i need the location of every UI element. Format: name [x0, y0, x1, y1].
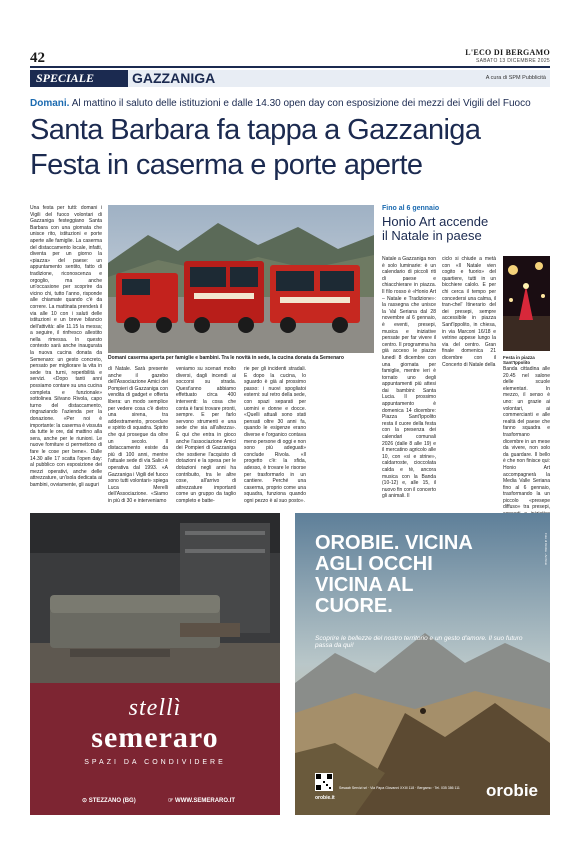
- brand-semeraro: semeraro: [91, 721, 219, 754]
- ad-subline: Scoprire le bellezze del nostro territorio e un gesto d'amore. Il suo futuro passa da qui!: [315, 635, 523, 649]
- article-column-3: [176, 366, 236, 504]
- sidebar-kicker: Fino al 6 gennaio: [382, 205, 440, 212]
- section-place-name: GAZZANIGA: [132, 70, 216, 86]
- article-column-2: [108, 366, 168, 504]
- sidebar-column-1-text: Natale a Gazzaniga non è solo luminarie: è un calendario di piccoli riti di paese e chiacchierare in piazza. Il filo rosso è «Honio Art – Natale e Tradizione»: la rassegna che unisce la Val Seriana dal 28 novembre al 6 gennaio, è eventi, presepi, musica e iniziative pensate per far vivere il centro. Il programma ha già acceso le piazze lunedì 8 dicembre con una giornata per famiglie, mentre ieri è tornato uno degli appuntamenti più attesi dai bambini: Santa Lucia. Il prossimo appuntamento è domenica 14 dicembre: Piazza Sant'Ippolito resta il cuore della festa con la presenza dei calendari comunali 2026 (dalle 8 alle 19) e il mercatino agricolo alle 10, con «sì e strine», caldarroste, cioccolata calda e tè, ancora musica con la Banda (10-12) e, alle 15, il nuovo fin con il concerto gli animali. Il: [382, 256, 436, 500]
- section-credit: A cura di SPM Pubblicità: [485, 75, 546, 81]
- page-number: 42: [30, 50, 45, 66]
- kicker-lead: Domani.: [30, 98, 70, 109]
- ad-brand-panel: [30, 683, 280, 815]
- christmas-lights-photo: [503, 256, 550, 351]
- kicker-text: Al mattino il saluto delle istituzioni e dalle 14.30 open day con esposizione dei mezzi dei Vigili del Fuoco: [71, 98, 531, 109]
- photo-caption: Domani caserma aperta per famiglie e bambini. Tra le novità in sede, la cucina donata da Semenaro: [108, 355, 344, 361]
- sidebar-photo-caption: Festa in piazza Sant'Ippolito: [503, 355, 535, 365]
- sidebar-headline-line-1: Honio Art accende: [382, 214, 489, 229]
- article-column-4-text: rie per gli incidenti stradali. E dopo la cucina, lo sguardo è già al prossimo passo: i nuovi spogliatoi esterni: sul retro della sede, con spazi separati per uomini e donne e docce. «Quelli attuali sono stati pensati oltre 30 anni fa, quando le esigenze erano diverse e l'organico contava meno persone di oggi e non sono più adeguati» conclude Rivola. «Il progetto c'è: la sfida, adesso, è trovare le risorse per trasformarlo in un cantiere. Perché una caserma, proprio come una squadra, funziona quando ogni pezzo è al suo posto».: [244, 366, 306, 504]
- header-rule: [30, 66, 550, 68]
- article-column-4: [244, 366, 306, 504]
- orobie-logo: orobie: [486, 781, 538, 800]
- cursor-icon: ☞: [168, 798, 176, 804]
- section-label: SPECIALE: [30, 70, 128, 87]
- article-column-1-text: Una festa per tutti: domani i Vigili del fuoco volontari di Gazzaniga festeggiano Santa Barbara con una giornata che unisce rito, istituzioni e porte aperte alle famiglie. La caserma del distaccamento locale, infatti, diventa per un giorno la «piazza» del paese: un appuntamento sentito, fatto di tradizione, riconoscenza e orgoglio, ma anche un'occasione per scoprire da vicino chi, tutto l'anno, risponde alle chiamate quando c'è da correre. La mattinata prenderà il via alle 10 con i saluti delle istituzioni e un breve bilancio dell'attività: alle 11.15 la messa; a seguire, il rinfresco allestito nella rimessa. In questo contesto sarà anche inaugurata la nuova cucina donata da Semenaro: un gesto concreto, pensato per migliorare la vita in sede tra turni, reperibilità e servizi. «Dopo tanti anni possiamo contare su una cucina completa e funzionale» sottolinea Silvano Rivola, capo turno del distaccamento, ringraziando l'azienda per la donazione. «Per noi è importante: la caserma è vissuta da tutte le ore, dal mattino alla sera, anche per le riunioni. Le nuove forniture ci permettono di fare le cose per bene». Dalle 14.30 alle 17 scatta l'open day: al pubblico con esposizione dei mezzi operativi, anche delle attrezzature, un'isola dedicata ai bambini, ovviamente, gli auguri: [30, 205, 102, 488]
- ad-contact-info: Sesaab Servizi srl · Via Papa Giovanni XXIII 118 · Bergamo · Tel. 035 386 111: [339, 785, 460, 790]
- sofa-illustration: [30, 513, 280, 683]
- christmas-lights-illustration: [503, 256, 550, 351]
- fire-trucks-illustration: [108, 205, 374, 353]
- qr-code-icon[interactable]: [315, 773, 333, 791]
- ad-website-text: WWW.SEMERARO.IT: [175, 798, 236, 804]
- ad-website-link[interactable]: [168, 797, 235, 804]
- brand-stelli: stellì: [128, 695, 182, 721]
- publication-date: SABATO 13 DICEMBRE 2025: [476, 58, 550, 64]
- qr-code-pattern: [315, 773, 333, 791]
- ad-location-text: STEZZANO (BG): [88, 798, 136, 804]
- sidebar-headline: [382, 215, 497, 243]
- ad-website[interactable]: orobie.it: [315, 795, 335, 801]
- article-column-1: [30, 205, 102, 489]
- fire-trucks-photo: [108, 205, 374, 353]
- publication-name: L'ECO DI BERGAMO: [465, 48, 550, 57]
- article-headline: [30, 113, 550, 183]
- orobie-ad[interactable]: [295, 513, 550, 815]
- location-pin-icon: ⊙: [82, 798, 89, 804]
- ad-location: [82, 797, 136, 804]
- sidebar-headline-line-2: il Natale in paese: [382, 228, 482, 243]
- sidebar-column-2: [442, 256, 496, 368]
- masthead: [465, 48, 550, 64]
- brand-tagline: SPAZI DA CONDIVIDERE: [84, 759, 226, 766]
- stelli-semeraro-ad[interactable]: [30, 513, 280, 815]
- ad-headline: OROBIE. VICINA AGLI OCCHI VICINA AL CUORE.: [315, 532, 473, 617]
- sidebar-column-1: [382, 256, 436, 500]
- sofa-showroom-photo: [30, 513, 280, 683]
- article-kicker: [30, 98, 550, 109]
- sidebar-column-2-text: ciclo si chiude a metà con «Il Natale vien cogito e fuorio» del quartiere, tutti in un bicchiere calolo. E per chi cerca il tempo per concedersi una calma, il tran-chel' Itinerario del dei presepi, sempre accessibile in piazza Sant'Ippolito, in chiesa, in via Marconi 16/18 e vetrine appese lungo la via del centro. Gran finale domenica 21 dicembre con il Concerto di Natale della: [442, 256, 496, 368]
- ad-photo-credit: Foto di Orobie - Archivio: [544, 533, 548, 566]
- headline-line-2: Festa in caserma e porte aperte: [30, 149, 423, 181]
- article-column-3-text: veniamo su scenari molto diversi, dagli incendi ai soccorsi su strada. Quest'anno abbiamo effettuato circa 400 interventi: la cosa che conta è farsi trovare pronti, sempre. E per farlo servono strumenti e una sede che sia all'altezza». È qui che entra in gioco anche l'associazione Amici dei Pompieri di Gazzaniga che sostiene l'acquisto di dotazioni e la spesa per le dotazioni negli anni ha contribuito, tra le altre cose, all'arrivo di attrezzature importanti come un gruppo da taglio completo e batte-: [176, 366, 236, 504]
- headline-line-1: Santa Barbara fa tappa a Gazzaniga: [30, 114, 481, 146]
- section-place: [128, 70, 550, 87]
- sidebar-column-3-text: Banda cittadina alle 20.45 nel salone delle scuole elementari. In mezzo, il senso è uno: un grazie ai volontari, ai commercianti e alle realtà del paese che fanno squadra e trasformano dicembre in un mese da vivere, non solo da guardare. Il bello è che non finisce qui: Honio Art accompagnerà la Media Valle Seriana fino al 6 gennaio, trasformando la un piccolo «presepe diffuso» tra presepi,: [503, 366, 550, 511]
- article-column-2-text: di Natale. Sarà presente anche il gazebo dell'Associazione Amici dei Pompieri di Gazzaniga con vendita di gadget e offerta libera: un modo semplice per vedere cosa c'è dietro una sirena, tra addestramento, procedure e spirito di squadra. Spirito che qui prosegue da oltre un secolo. Il distaccamento esiste da più di 100 anni, mentre l'attuale sede di via Salici è operativa dal 1993. «A Gazzaniga i Vigili del fuoco sono tutti volontari» spiega Luca Merelli dell'Associazione. «Siamo in più di 30 e interveniamo: [108, 366, 168, 504]
